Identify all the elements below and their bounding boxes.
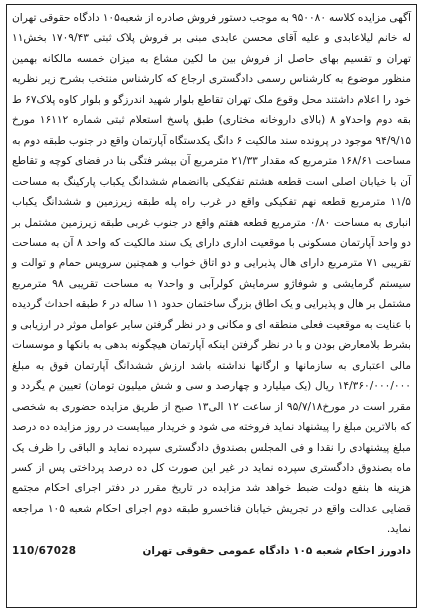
notice-footer [12, 540, 411, 562]
auction-notice [6, 4, 417, 608]
notice-body-text: آگهی مزایده کلاسه ۹۵۰۰۸۰ به موجب دستور فروش صادره از شعبه۱۰۵ دادگاه حقوقی تهران له خانم لیلاعابدی و علیه آقای محسن عابدی مبنی بر فروش پلاک ثبتی ۱۷۰۹/۴۳ بخش۱۱ تهران و تقسیم بهای حاصل از فروش بین ما لکین مشاع به میزان خمسه مالکانه بهمین منظور موضوع به کارشناس رسمی دادگستری ارجاع که کارشناس منتخب بشرح زیر نظریه خود را اعلام داشتند محل وقوع ملک تهران تقاطع بلوار شهید اندرزگو و بلوار کاوه پلاک۶۷ ط بقه دوم واحد۷و ۸ (بالای داروخانه مختاری) طبق پاسخ استعلام ثبتی شماره ۱۶۱۱۲ مورخ ۹۴/۹/۱۵ موجود در پرونده سند مالکیت ۶ دانگ یکدستگاه آپارتمان واقع در جنوب طبقه دوم به مساحت ۱۶۸/۶۱ مترمربع که مقدار ۲۱/۳۳ مترمربع آن بیشر فتگی بنا در فضای کوچه و تقاطع آن با خیابان اصلی است قطعه هشتم تفکیکی باانضمام ششدانگ یکباب پارکینگ به مساحت ۱۱/۵ مترمربع قطعه نهم تفکیکی واقع در غرب راه پله طبقه زیرزمین و ششدانگ یکباب انباری به مساحت ۰/۸۰ مترمربع قطعه هفتم واقع در جنوب غربی طبقه زیرزمین مشتمل بر دو واحد آپارتمان مسکونی با موقعیت اداری دارای یک سند مالکیت که واحد ۸ آن به مساحت تقریبی ۷۱ مترمربع دارای هال پذیرایی و دو اتاق خواب و همچنین سرویس حمام و توالت و سیستم گرمایشی و شوفاژو سرمایش کولرآبی و واحد۷ به مساحت تقریبی ۹۸ مترمربع مشتمل بر هال و پذیرایی و یک اطاق بزرگ ساختمان حدود ۱۱ ساله در ۶ طبقه احداث گردیده با عنایت به موقعیت فعلی منطقه ای و مکانی و در نظر گرفتن سایر عوامل موثر در ارزیابی و بشرط بلامعارض بودن و با در نظر گرفتن اینکه آپارتمان هیچگونه بدهی به بانکها و موسسات مالی اعتباری به سازمانها و ارگانها نداشته باشد ارزش ششدانگ آپارتمان فوق به مبلغ ۱۴/۳۶۰/۰۰۰/۰۰۰ ریال (یک میلیارد و چهارصد و سی و شش میلیون تومان) تعیین م یگردد و مقرر است در مورخ۹۵/۷/۱۸ از ساعت ۱۲ الی۱۳ صبح از طریق مزایده حضوری به شخصی که بالاترین مبلغ را پیشنهاد نماید فروخته می شود و خریدار میبایست در روز مزایده ده درصد مبلغ پیشنهادی را نقدا و فی المجلس بصندوق دادگستری سپرده نماید و الباقی را ظرف یک ماه بصندوق دادگستری سپرده نماید در غیر این صورت کل ده درصد پرداختی پس از کسر هزینه ها بنفع دولت ضبط خواهد شد مزایده در تاریخ مقرر در دفتر اجرای احکام مجتمع قضایی عدالت واقع در تجریش خیابان فناخسرو طبقه دوم اجرای احکام شعبه ۱۰۵ مراجعه نماید. [12, 12, 412, 536]
notice-signature: دادورز احکام شعبه ۱۰۵ دادگاه عمومی حقوقی تهران [142, 544, 411, 557]
notice-code: 110/67028 [12, 544, 77, 557]
